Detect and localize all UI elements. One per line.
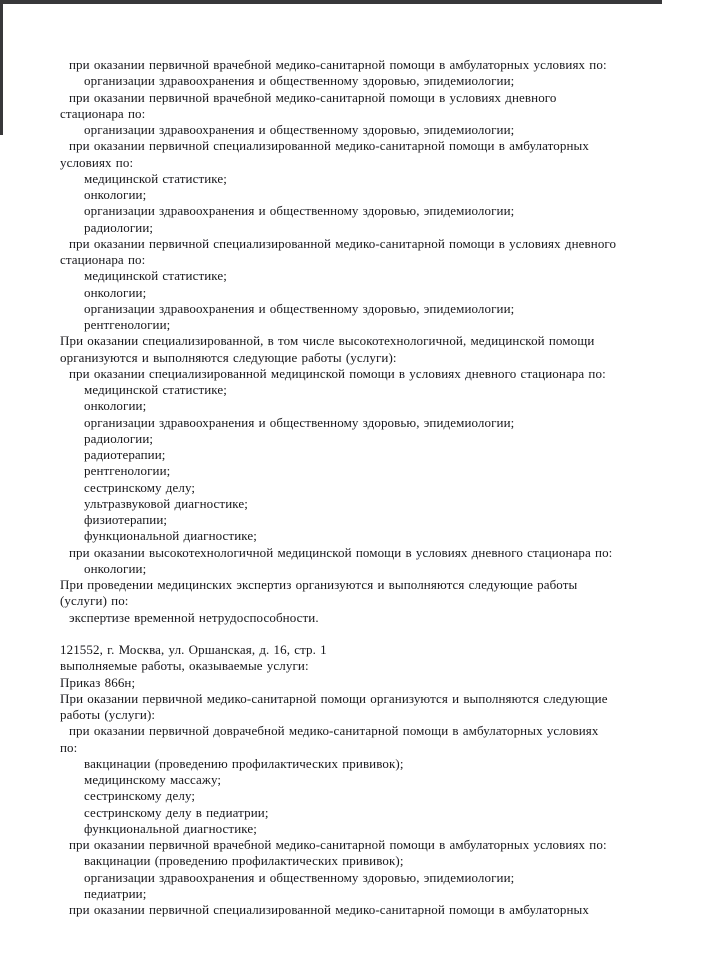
text-line: радиологии; (84, 430, 154, 446)
text-line: стационара по: (60, 105, 146, 121)
text-line: работы (услуги): (60, 707, 156, 722)
text-line: при оказании первичной специализированной медико-санитарной помощи в амбулаторных (69, 138, 589, 154)
text-line: онкологии; (84, 187, 147, 202)
text-line: 121552, г. Москва, ул. Оршанская, д. 16, стр. 1 (60, 642, 327, 657)
text-line: рентгенологии; (84, 317, 171, 332)
text-line: экспертизе временной нетрудоспособности. (69, 609, 319, 625)
document-text (60, 57, 710, 918)
text-line: стационара по: (60, 252, 146, 267)
text-line: сестринскому делу; (84, 788, 196, 804)
text-line: организации здравоохранения и общественному здоровью, эпидемиологии; (84, 122, 515, 137)
text-line: при оказании первичной врачебной медико-санитарной помощи в амбулаторных условиях по: (69, 57, 607, 72)
text-line: при оказании первичной специализированной медико-санитарной помощи в амбулаторных (69, 902, 589, 917)
blank-line (60, 626, 710, 642)
text-line: радиологии; (84, 219, 154, 235)
text-line: выполняемые работы, оказываемые услуги: (60, 658, 309, 674)
text-line: (услуги) по: (60, 593, 129, 609)
text-line: при оказании первичной врачебной медико-санитарной помощи в амбулаторных условиях по: (69, 837, 607, 852)
text-line: онкологии; (84, 284, 147, 300)
text-line: при оказании первичной доврачебной медико-санитарной помощи в амбулаторных условиях (69, 723, 599, 739)
text-line: условиях по: (60, 154, 134, 170)
text-line: Приказ 866н; (60, 674, 136, 690)
text-line: физиотерапии; (84, 512, 168, 527)
text-line: при оказании высокотехнологичной медицинской помощи в условиях дневного стационара по: (69, 544, 613, 560)
text-line: при оказании первичной врачебной медико-санитарной помощи в условиях дневного (69, 89, 557, 105)
text-line: организации здравоохранения и общественному здоровью, эпидемиологии; (84, 203, 515, 219)
text-line: радиотерапии; (84, 447, 166, 462)
text-line: При проведении медицинских экспертиз организуются и выполняются следующие работы (60, 577, 578, 592)
page-left-border (0, 0, 3, 135)
text-line: по: (60, 739, 78, 755)
text-line: педиатрии; (84, 885, 147, 901)
text-line: медицинской статистике; (84, 382, 227, 397)
text-line: вакцинации (проведению профилактических прививок); (84, 853, 404, 869)
text-line: организации здравоохранения и общественному здоровью, эпидемиологии; (84, 414, 515, 430)
text-line: При оказании первичной медико-санитарной помощи организуются и выполняются следующие (60, 690, 608, 706)
text-line: При оказании специализированной, в том числе высокотехнологичной, медицинской помощи (60, 333, 595, 349)
text-line: медицинской статистике; (84, 170, 227, 186)
page-top-border (0, 0, 662, 4)
text-line: вакцинации (проведению профилактических прививок); (84, 755, 404, 771)
text-line: при оказании первичной специализированной медико-санитарной помощи в условиях дневного (69, 235, 617, 251)
text-line: ультразвуковой диагностике; (84, 495, 248, 511)
text-line: при оказании специализированной медицинской помощи в условиях дневного стационара по: (69, 365, 606, 381)
text-line: функциональной диагностике; (84, 820, 257, 836)
text-line: медицинской статистике; (84, 268, 227, 284)
text-line: онкологии; (84, 398, 147, 414)
text-line: сестринскому делу; (84, 479, 196, 495)
text-line: организуются и выполняются следующие работы (услуги): (60, 349, 397, 365)
text-line: организации здравоохранения и общественному здоровью, эпидемиологии; (84, 73, 515, 89)
text-line: медицинскому массажу; (84, 772, 222, 787)
text-line: функциональной диагностике; (84, 528, 257, 544)
text-line: онкологии; (84, 560, 147, 576)
text-line: организации здравоохранения и общественному здоровью, эпидемиологии; (84, 869, 515, 885)
text-line: сестринскому делу в педиатрии; (84, 804, 269, 820)
text-line: организации здравоохранения и общественному здоровью, эпидемиологии; (84, 300, 515, 316)
text-line: рентгенологии; (84, 463, 171, 479)
